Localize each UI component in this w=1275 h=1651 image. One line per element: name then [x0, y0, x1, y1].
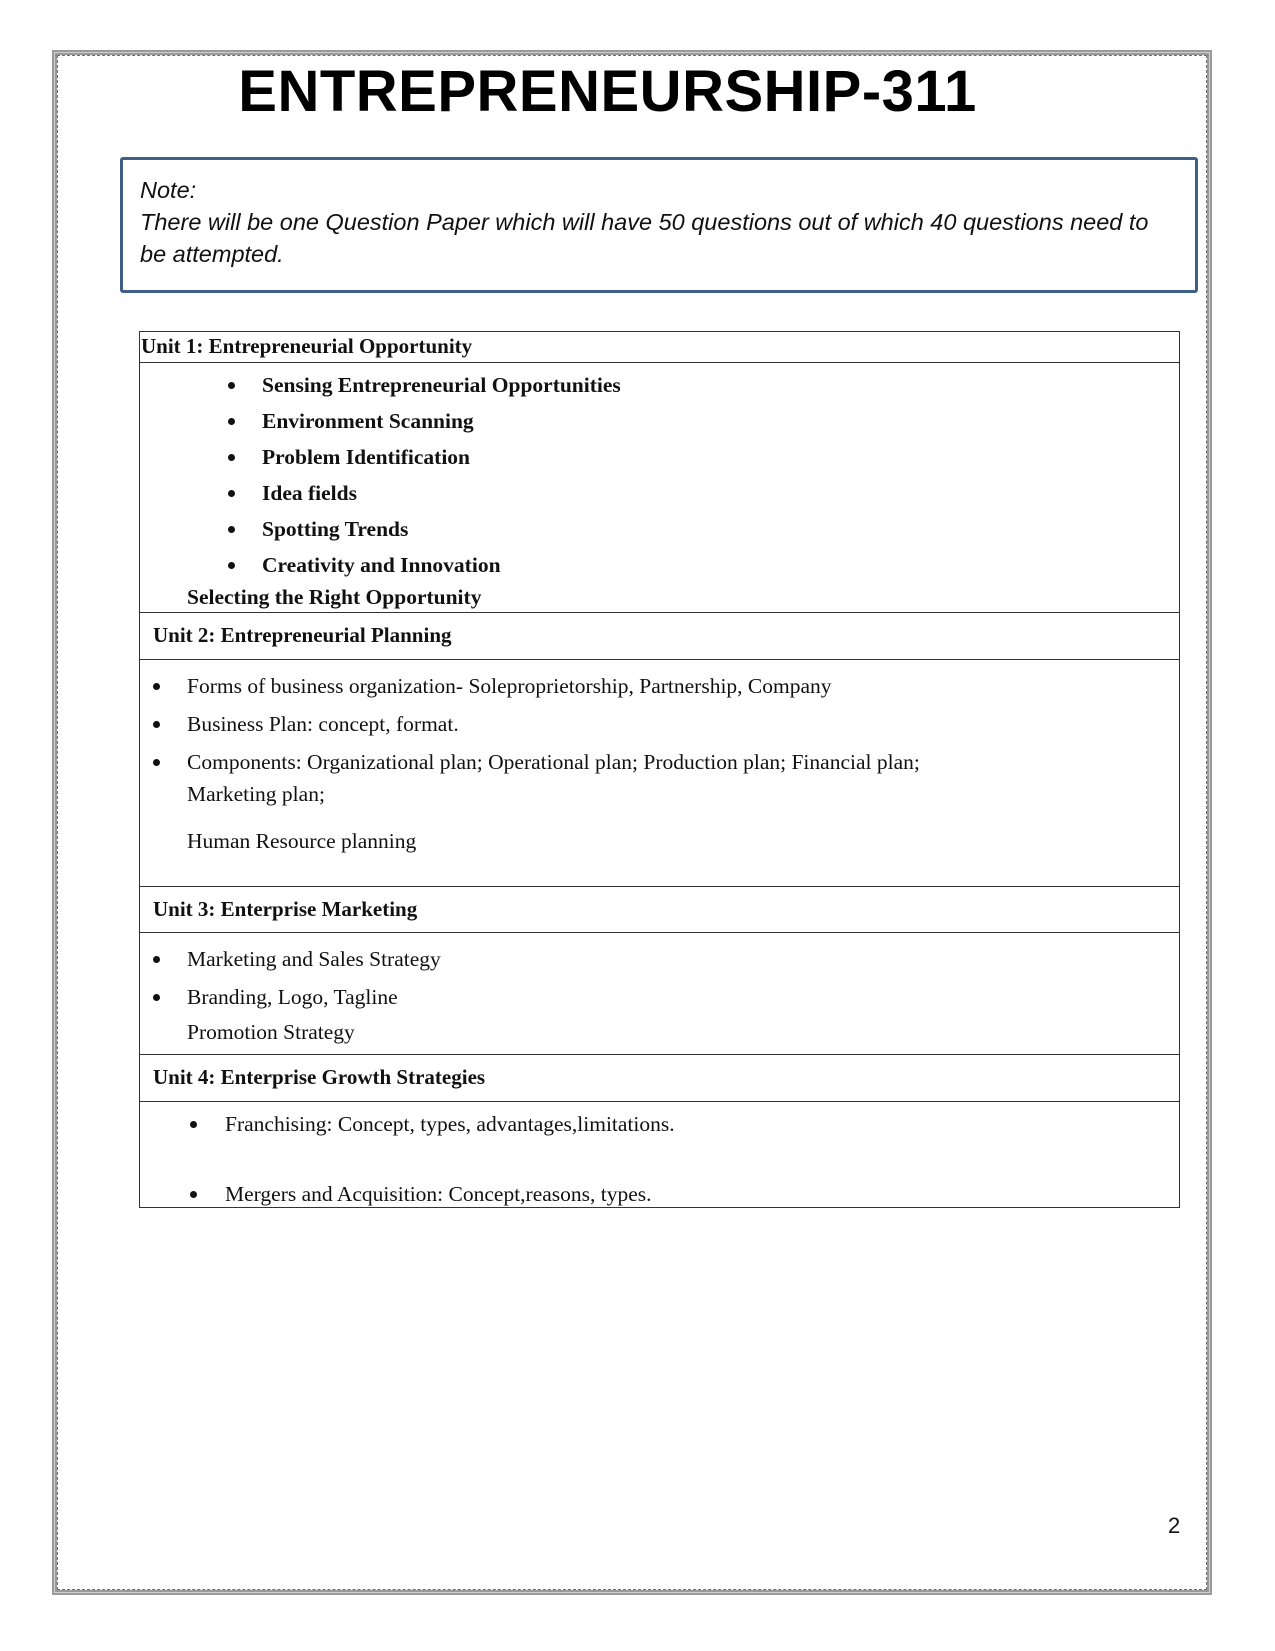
bullet-icon — [228, 562, 235, 569]
bullet-icon — [228, 526, 235, 533]
unit-2-extra-topic: Human Resource planning — [187, 829, 417, 853]
unit-1-heading: Unit 1: Entrepreneurial Opportunity — [140, 332, 1179, 363]
list-item: Franchising: Concept, types, advantages,limitations. — [140, 1108, 675, 1140]
list-item: Spotting Trends — [140, 511, 1179, 547]
list-item: Environment Scanning — [140, 403, 1179, 439]
list-item: Idea fields — [140, 475, 1179, 511]
note-heading: Note: — [140, 177, 197, 203]
list-item: Sensing Entrepreneurial Opportunities — [140, 367, 1179, 403]
list-item: Marketing and Sales Strategy — [140, 943, 1179, 975]
unit-3-heading: Unit 3: Enterprise Marketing — [140, 887, 1179, 933]
note-box — [120, 157, 1198, 293]
list-item: Problem Identification — [140, 439, 1179, 475]
bullet-icon — [153, 759, 160, 766]
unit-1-body — [140, 363, 1179, 613]
list-item: Creativity and Innovation — [140, 547, 1179, 583]
note-text: There will be one Question Paper which will have 50 questions out of which 40 questions need to be attempted. — [140, 209, 1149, 267]
bullet-icon — [228, 418, 235, 425]
bullet-icon — [228, 454, 235, 461]
unit-4-heading: Unit 4: Enterprise Growth Strategies — [140, 1055, 1179, 1102]
unit-2-body — [140, 660, 1179, 887]
unit-2-heading: Unit 2: Entrepreneurial Planning — [140, 613, 1179, 660]
unit-4-body — [140, 1102, 1179, 1208]
unit-1-extra-topic: Selecting the Right Opportunity — [187, 585, 482, 609]
bullet-icon — [190, 1121, 197, 1128]
bullet-icon — [153, 721, 160, 728]
list-item: Forms of business organization- Soleproprietorship, Partnership, Company — [140, 670, 1179, 702]
list-item: Mergers and Acquisition: Concept,reasons, types. — [140, 1178, 652, 1210]
page-number: 2 — [1168, 1513, 1181, 1538]
bullet-icon — [153, 683, 160, 690]
document-title: ENTREPRENEURSHIP-311 — [238, 59, 977, 124]
syllabus-table — [139, 331, 1180, 1208]
bullet-icon — [228, 382, 235, 389]
list-item: Branding, Logo, Tagline — [140, 981, 1179, 1013]
bullet-icon — [153, 994, 160, 1001]
bullet-icon — [153, 956, 160, 963]
bullet-icon — [228, 490, 235, 497]
unit-1-list — [140, 363, 1179, 583]
unit-2-list — [140, 660, 1179, 810]
list-item: Business Plan: concept, format. — [140, 708, 1179, 740]
list-item: Components: Organizational plan; Operational plan; Production plan; Financial plan; Marketing plan; — [140, 746, 1179, 810]
unit-3-extra-topic: Promotion Strategy — [187, 1020, 355, 1044]
bullet-icon — [190, 1191, 197, 1198]
unit-3-body — [140, 933, 1179, 1055]
unit-3-list — [140, 933, 1179, 1013]
